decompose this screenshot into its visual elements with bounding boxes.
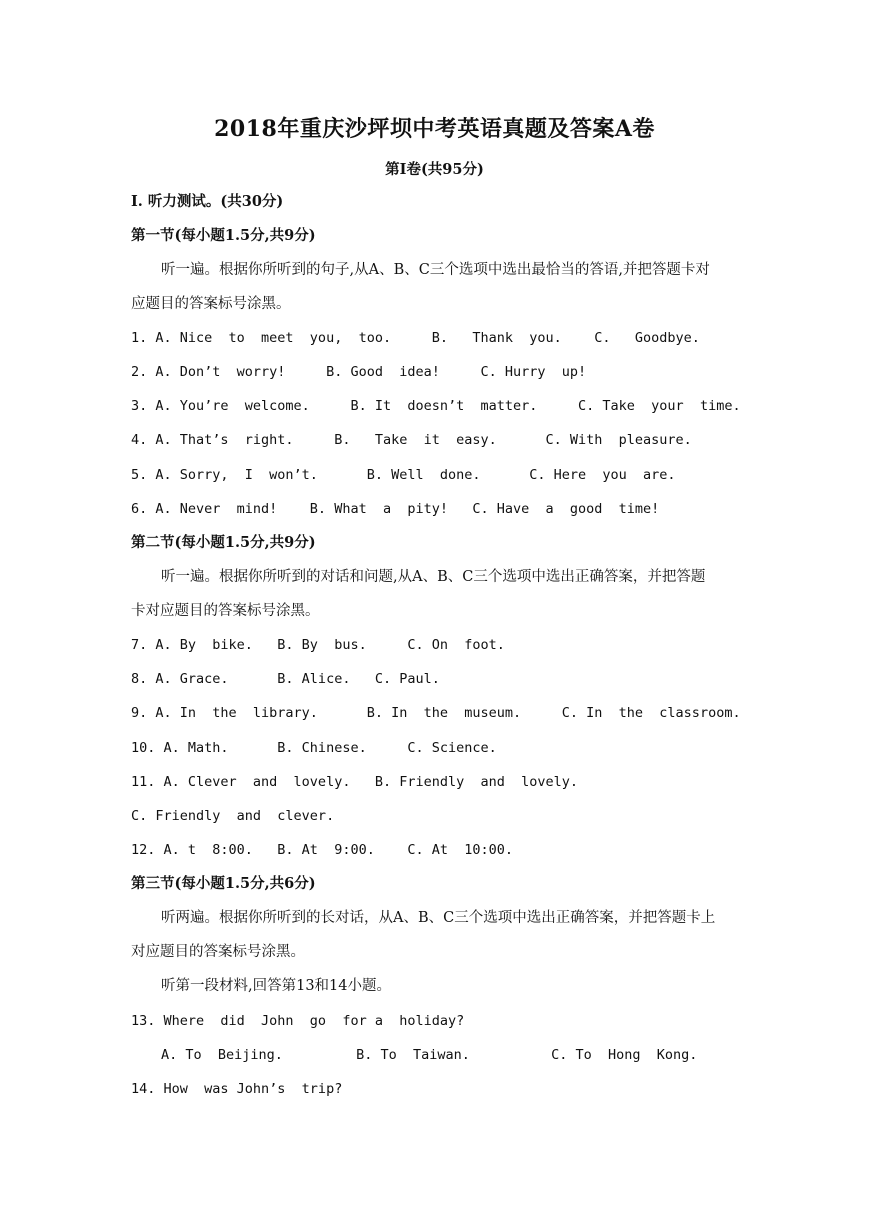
question-5: 5. A. Sorry, I won’t. B. Well done. C. Here you are.: [131, 467, 676, 483]
part1-instruction-line1: 听一遍。根据你所听到的句子,从A、B、C三个选项中选出最恰当的答语,并把答题卡对: [161, 262, 710, 278]
question-6: 6. A. Never mind! B. What a pity! C. Have a good time!: [131, 501, 660, 517]
page-subtitle: 第Ⅰ卷(共95分): [385, 161, 484, 178]
question-12: 12. A. t 8:00. B. At 9:00. C. At 10:00.: [131, 842, 514, 858]
part2-instruction-line1: 听一遍。根据你所听到的对话和问题,从A、B、C三个选项中选出正确答案，并把答题: [161, 569, 706, 585]
part3-material-note: 听第一段材料,回答第13和14小题。: [161, 978, 392, 994]
question-8: 8. A. Grace. B. Alice. C. Paul.: [131, 671, 440, 687]
question-13-options: A. To Beijing. B. To Taiwan. C. To Hong Kong.: [161, 1047, 698, 1063]
question-4: 4. A. That’s right. B. Take it easy. C. With pleasure.: [131, 432, 692, 448]
part2-instruction-line2: 卡对应题目的答案标号涂黑。: [131, 603, 320, 619]
part3-instruction-line2: 对应题目的答案标号涂黑。: [131, 944, 305, 960]
part1-instruction-line2: 应题目的答案标号涂黑。: [131, 296, 291, 312]
question-13: 13. Where did John go for a holiday?: [131, 1013, 465, 1029]
part3-instruction-line1: 听两遍。根据你所听到的长对话，从A、B、C三个选项中选出正确答案，并把答题卡上: [161, 910, 716, 926]
question-9: 9. A. In the library. B. In the museum. C. In the classroom.: [131, 705, 741, 721]
question-14: 14. How was John’s trip?: [131, 1081, 343, 1097]
question-1: 1. A. Nice to meet you, too. B. Thank you. C. Goodbye.: [131, 330, 700, 346]
part3-heading: 第三节(每小题1.5分,共6分): [131, 875, 316, 892]
question-11: 11. A. Clever and lovely. B. Friendly and lovely.: [131, 774, 579, 790]
question-11-option-c: C. Friendly and clever.: [131, 808, 335, 824]
question-7: 7. A. By bike. B. By bus. C. On foot.: [131, 637, 505, 653]
question-3: 3. A. You’re welcome. B. It doesn’t matter. C. Take your time.: [131, 398, 741, 414]
part1-heading: 第一节(每小题1.5分,共9分): [131, 227, 316, 244]
page-title: 2018年重庆沙坪坝中考英语真题及答案A卷: [214, 116, 655, 142]
part2-heading: 第二节(每小题1.5分,共9分): [131, 534, 316, 551]
question-2: 2. A. Don’t worry! B. Good idea! C. Hurry up!: [131, 364, 587, 380]
question-10: 10. A. Math. B. Chinese. C. Science.: [131, 740, 497, 756]
section-heading-listening: Ⅰ. 听力测试。(共30分): [131, 193, 284, 210]
